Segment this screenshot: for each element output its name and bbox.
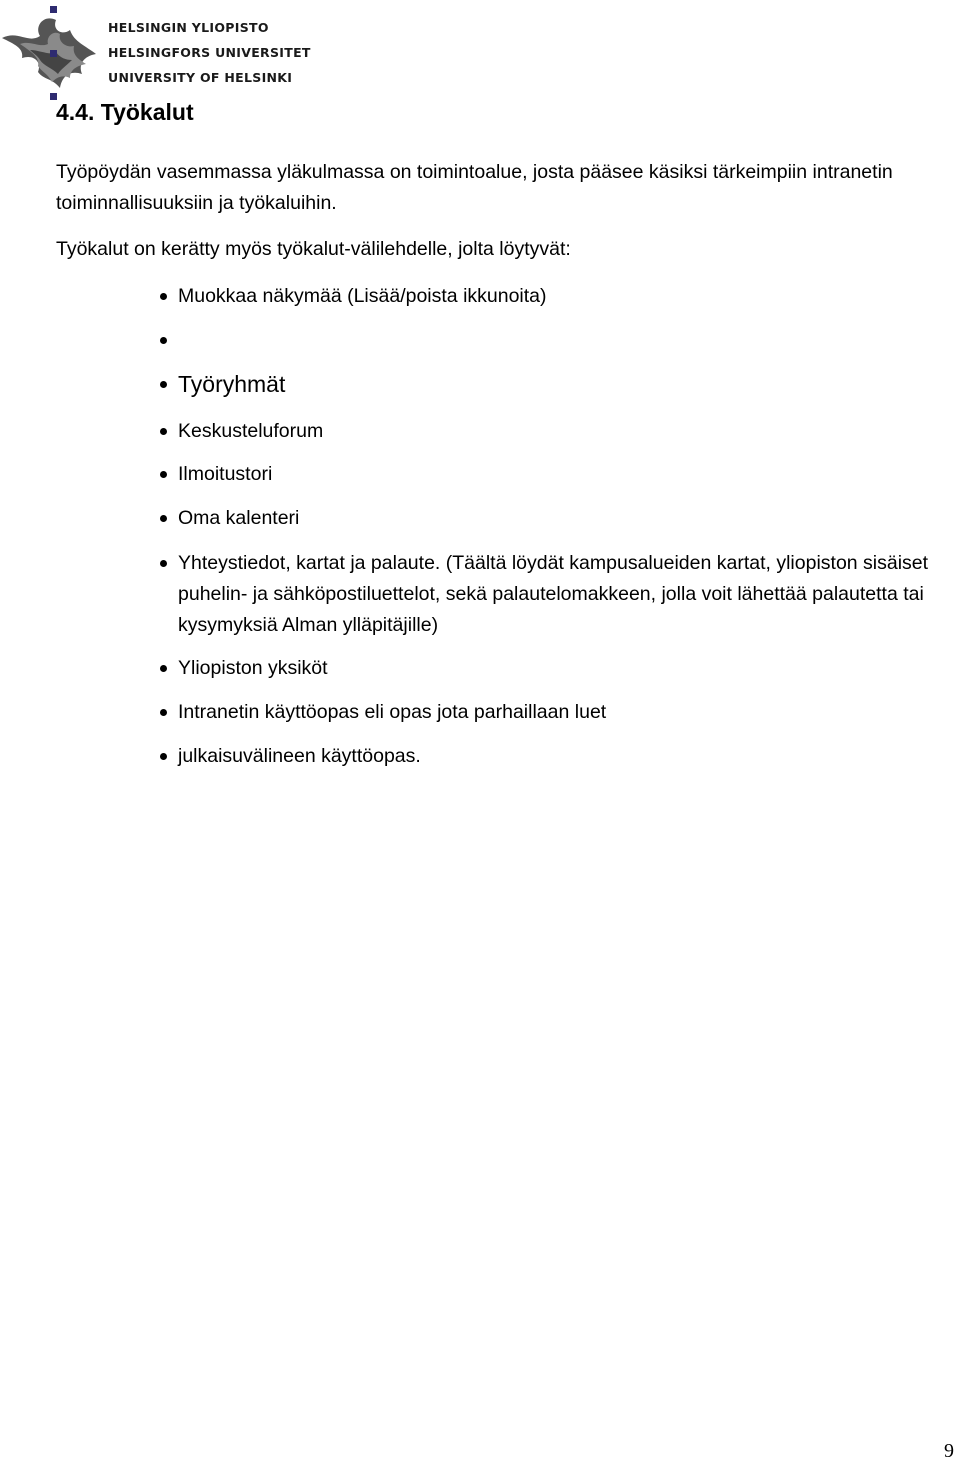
section-heading: 4.4. Työkalut [56,99,194,125]
bullet-icon [160,709,167,716]
bullet-icon [160,428,167,435]
intro-paragraph: Työpöydän vasemmassa yläkulmassa on toimintoalue, josta pääsee käsiksi tärkeimpiin intranetin toiminnallisuuksiin ja työkaluihin. [56,161,893,214]
logo-square [50,50,57,57]
bullet-icon [160,381,167,388]
tools-paragraph: Työkalut on kerätty myös työkalut-välilehdelle, jolta löytyvät: [56,238,571,260]
bullet-icon [160,471,167,478]
bullet-icon [160,337,167,344]
page-number: 9 [944,1440,954,1462]
logo-line-1: HELSINGIN YLIOPISTO [108,20,269,35]
bullet-icon [160,560,167,567]
university-logo [0,0,311,100]
bullet-icon [160,515,167,522]
bullet-icon [160,665,167,672]
bullet-icon [160,753,167,760]
logo-square [50,6,57,13]
logo-line-3: UNIVERSITY OF HELSINKI [108,70,293,85]
bullet-icon [160,293,167,300]
logo-line-2: HELSINGFORS UNIVERSITET [108,45,311,60]
